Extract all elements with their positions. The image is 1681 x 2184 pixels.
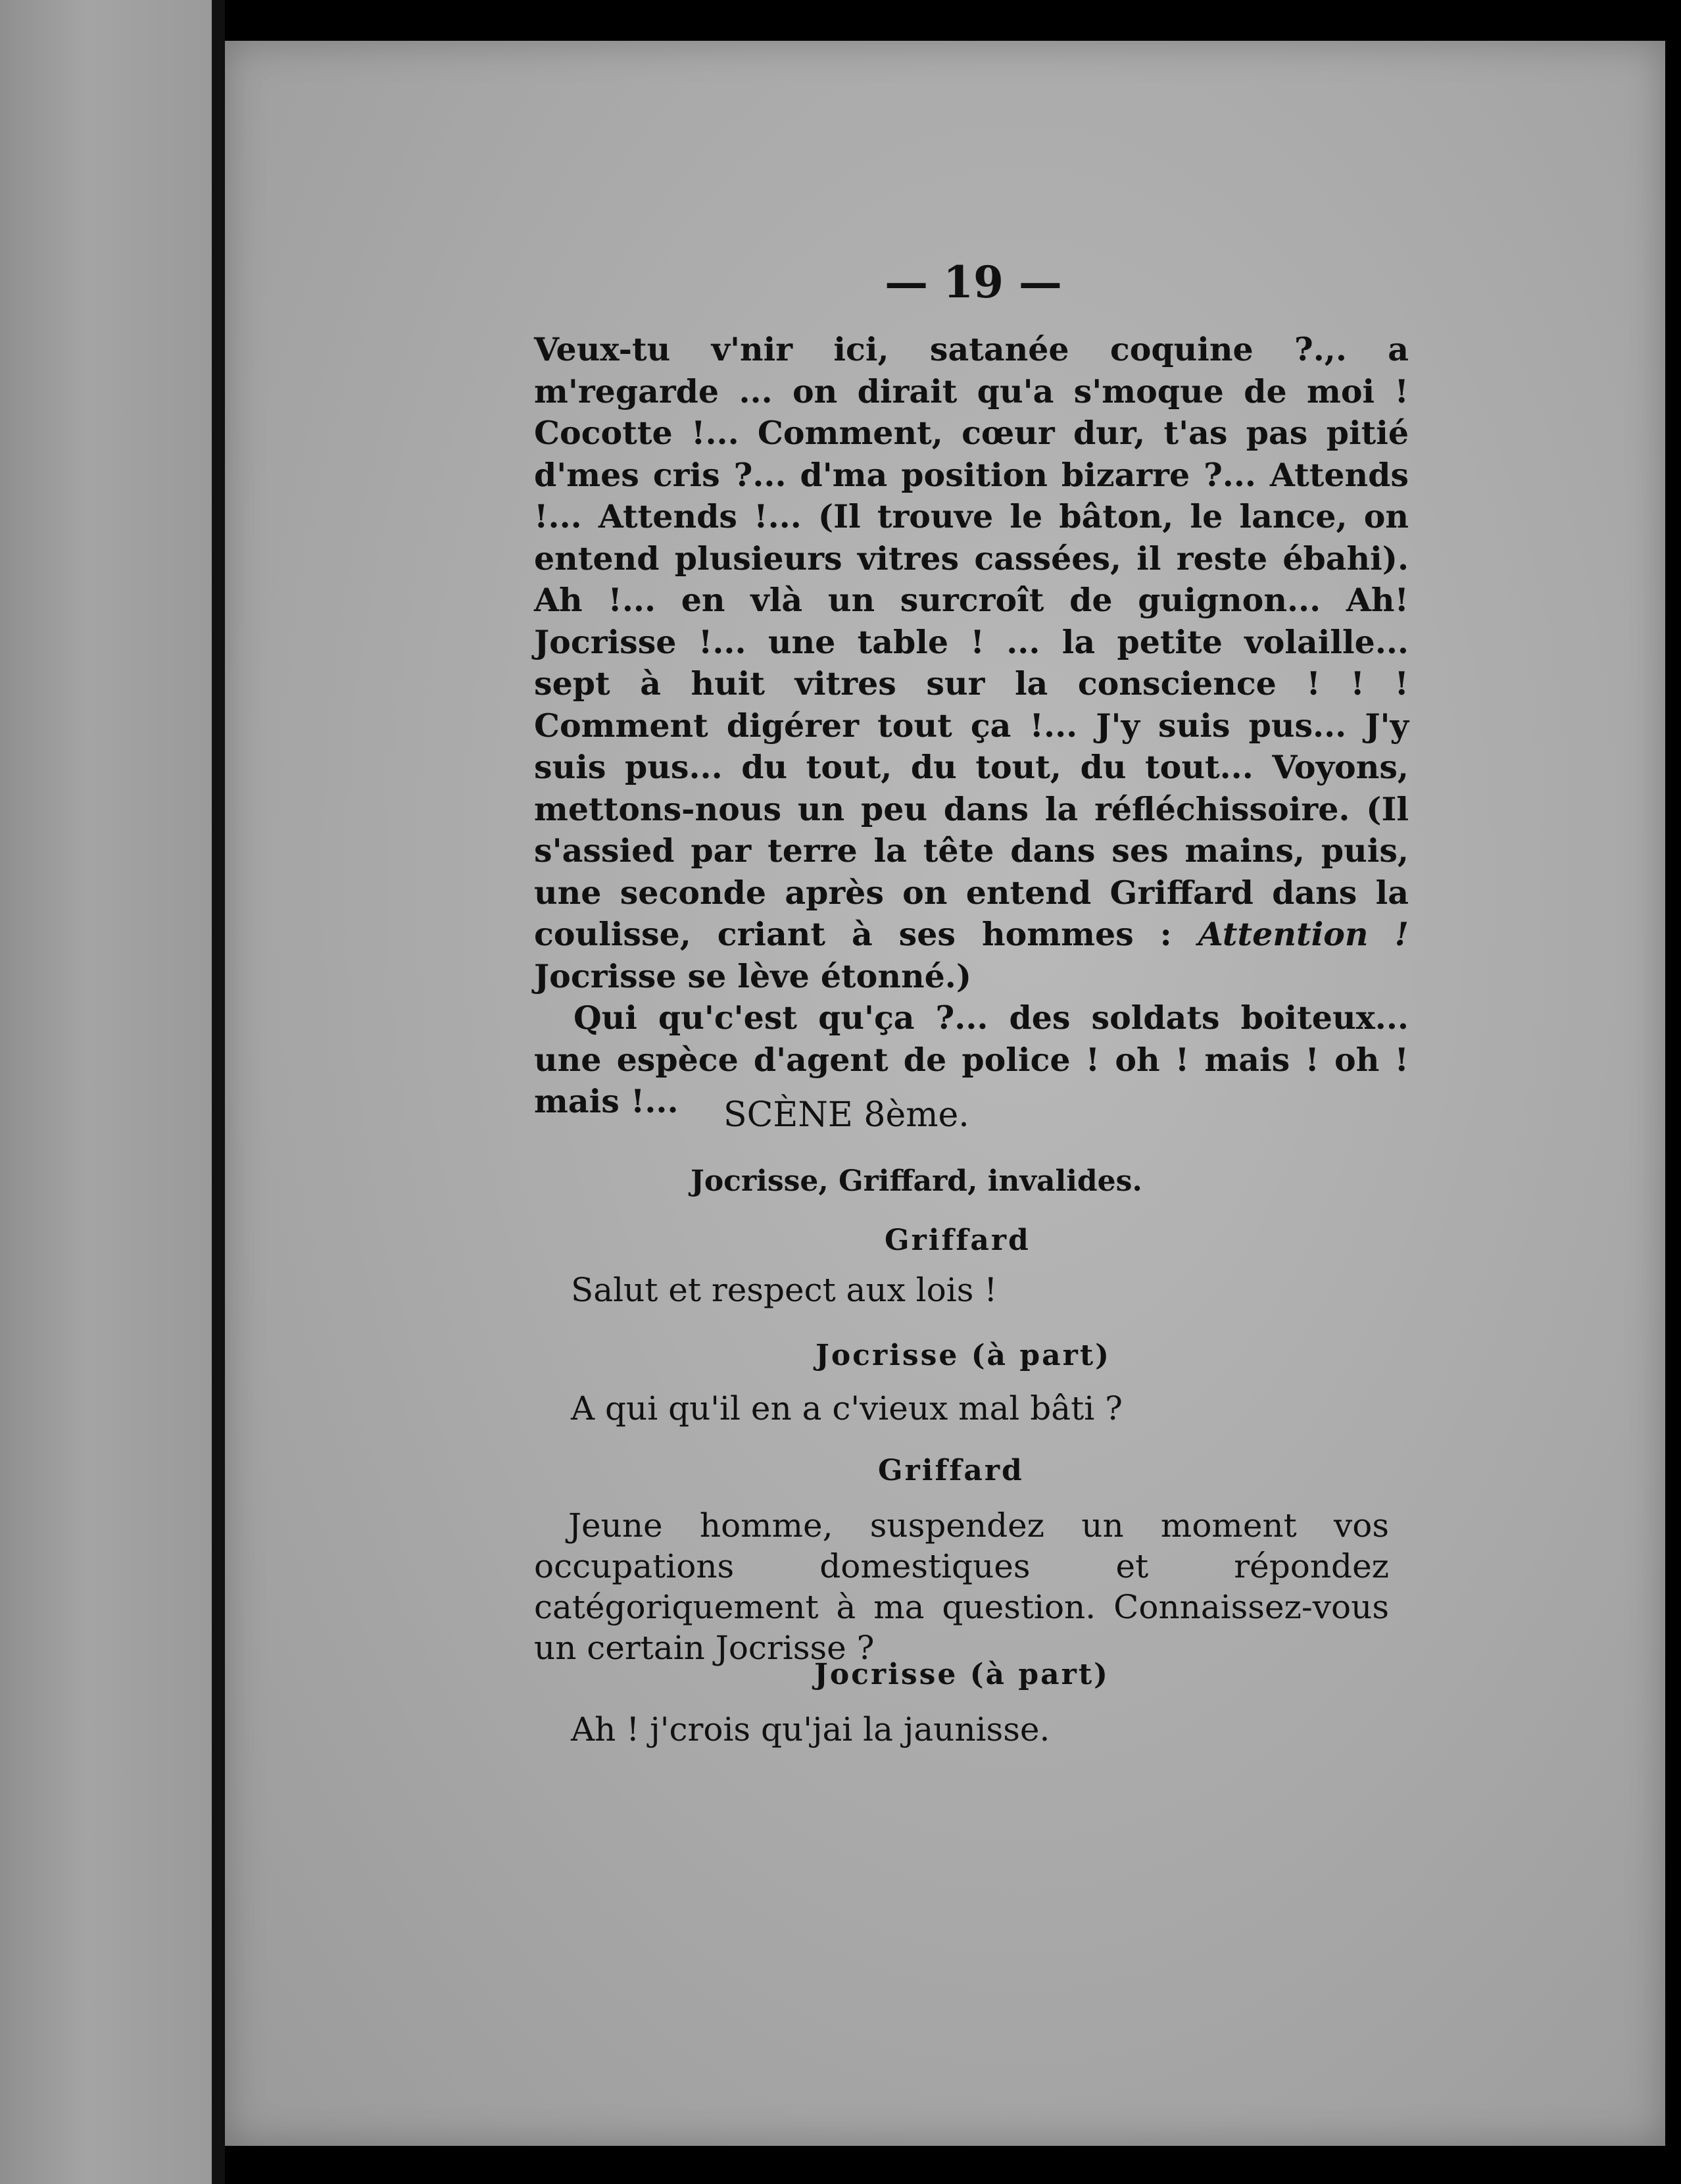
dialogue-line: A qui qu'il en a c'vieux mal bâti ? <box>571 1389 1123 1427</box>
scene-heading: SCÈNE 8ème. <box>723 1095 969 1135</box>
page-number: — 19 — <box>885 257 1062 308</box>
prose-paragraph-2: Qui qu'c'est qu'ça ?... des soldats boiteux... une espèce d'agent de police ! oh ! mais ! oh ! mais !... <box>534 999 1409 1120</box>
prose-paragraph-1-end: Jocrisse se lève étonné.) <box>534 956 972 995</box>
prose-block <box>534 329 1409 1123</box>
scene-characters: Jocrisse, Griffard, invalides. <box>691 1164 1142 1198</box>
prose-paragraph-1-text: Veux-tu v'nir ici, satanée coquine ?.,. a m'regarde ... on dirait qu'a s'moque de moi ! Cocotte !... Comment, cœur dur, t'as pas pitié d'mes cris ?... d'ma position bizarre ?... Attends !... Attends !... (Il trouve le bâton, le lance, on entend plusieurs vitres cassées, il reste ébahi). Ah !... en vlà un surcroît de guignon... Ah! Jocrisse !... une table ! ... la petite volaille... sept à huit vitres sur la conscience ! ! ! Comment digérer tout ça !... J'y suis pus... J'y suis pus... du tout, du tout, du tout... Voyons, mettons-nous un peu dans la réfléchissoire. (Il s'assied par terre la tête dans ses mains, puis, une seconde après on entend Griffard dans la coulisse, criant à ses hommes : <box>534 330 1409 953</box>
speaker-label: Jocrisse (à part) <box>816 1339 1111 1372</box>
dialogue-line: Jeune homme, suspendez un moment vos occupations domestiques et répondez catégoriquement à ma question. Connaissez-vous un certain Jocrisse ? <box>534 1506 1389 1667</box>
dialogue-line: Salut et respect aux lois ! <box>571 1271 998 1309</box>
book-gutter <box>212 0 225 2184</box>
facing-page-edge <box>0 0 217 2184</box>
speaker-label: Jocrisse (à part) <box>814 1658 1109 1691</box>
dialogue-line: Ah ! j'crois qu'jai la jaunisse. <box>571 1710 1050 1749</box>
speaker-label: Griffard <box>878 1454 1024 1487</box>
prose-paragraph-1 <box>534 329 1409 997</box>
italic-cue: Attention ! <box>1198 915 1409 953</box>
speaker-label: Griffard <box>885 1224 1031 1257</box>
dialogue-speech <box>534 1505 1389 1668</box>
